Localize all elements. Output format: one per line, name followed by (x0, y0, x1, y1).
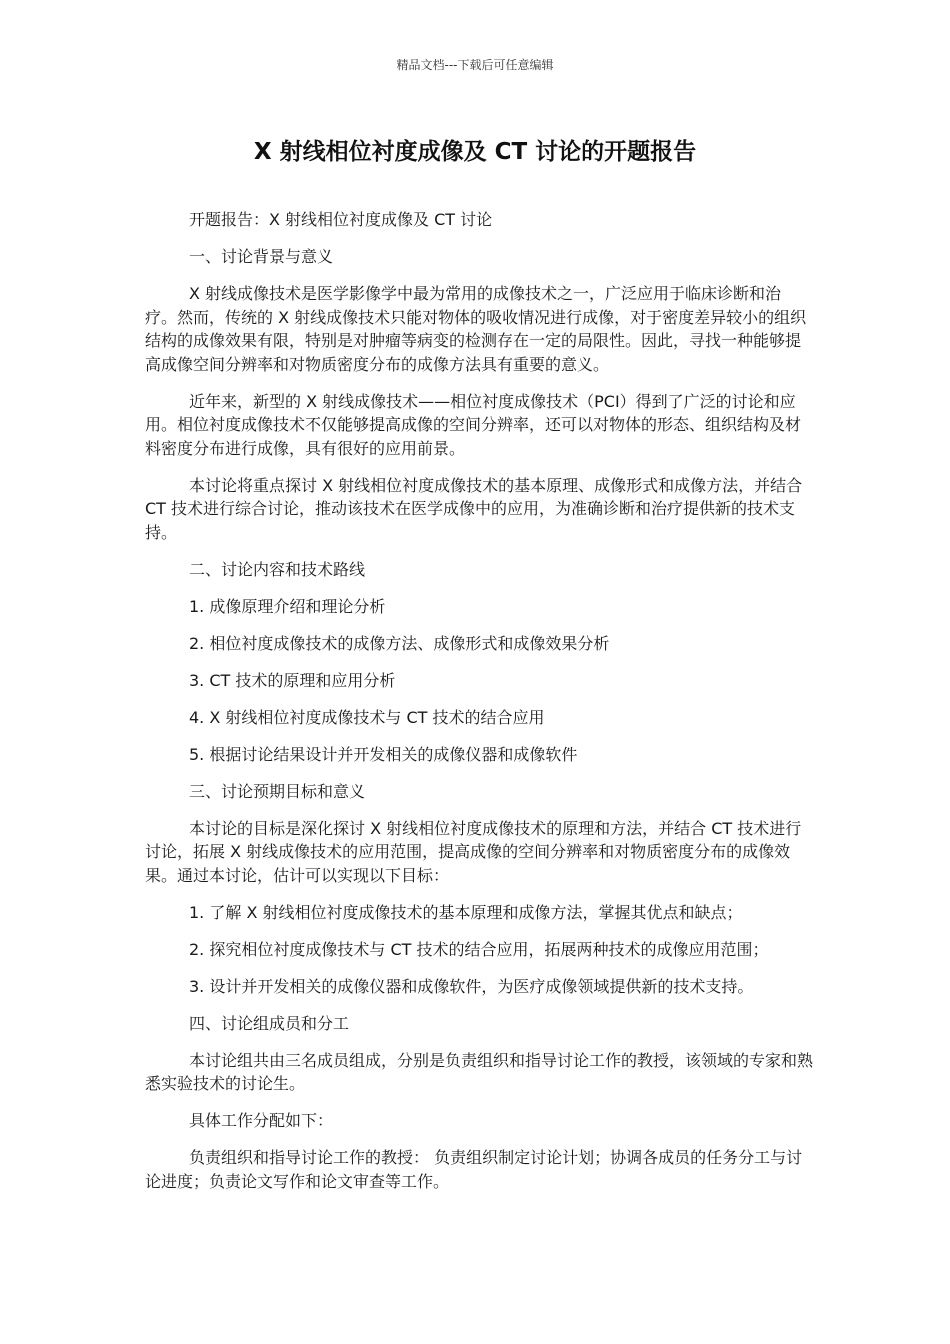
paragraph-goals: 本讨论的目标是深化探讨 X 射线相位衬度成像技术的原理和方法，并结合 CT 技术进行讨论，拓展 X 射线成像技术的应用范围，提高成像的空间分辨率和对物质密度分布的成像效果。通过本讨论，估计可以实现以下目标： (145, 818, 802, 885)
content-item-5: 5. 根据讨论结果设计并开发相关的成像仪器和成像软件 (189, 744, 578, 764)
section-heading-goals: 三、讨论预期目标和意义 (189, 781, 366, 801)
document-title: X 射线相位衬度成像及 CT 讨论的开题报告 (253, 139, 697, 165)
paragraph-research-focus: 本讨论将重点探讨 X 射线相位衬度成像技术的基本原理、成像形式和成像方法，并结合 CT 技术进行综合讨论，推动该技术在医学成像中的应用，为准确诊断和治疗提供新的技术支持。 (145, 475, 803, 542)
document-body (145, 208, 813, 1207)
paragraph-team: 本讨论组共由三名成员组成，分别是负责组织和指导讨论工作的教授，该领域的专家和熟悉实验技术的讨论生。 (145, 1050, 814, 1093)
goal-item-3: 3. 设计并开发相关的成像仪器和成像软件，为医疗成像领域提供新的技术支持。 (189, 976, 754, 996)
paragraph-assignment-intro: 具体工作分配如下： (189, 1111, 334, 1130)
paragraph-professor-duties: 负责组织和指导讨论工作的教授： 负责组织制定讨论计划；协调各成员的任务分工与讨论进度；负责论文写作和论文审查等工作。 (145, 1148, 803, 1191)
report-subject: 开题报告：X 射线相位衬度成像及 CT 讨论 (189, 210, 493, 229)
section-heading-team: 四、讨论组成员和分工 (189, 1013, 350, 1033)
content-item-1: 1. 成像原理介绍和理论分析 (189, 596, 386, 616)
content-item-3: 3. CT 技术的原理和应用分析 (189, 670, 396, 690)
paragraph-pci-intro: 近年来，新型的 X 射线成像技术——相位衬度成像技术（PCI）得到了广泛的讨论和应用。相位衬度成像技术不仅能够提高成像的空间分辨率，还可以对物体的形态、组织结构及材料密度分布进行成像，具有很好的应用前景。 (145, 391, 802, 458)
content-item-2: 2. 相位衬度成像技术的成像方法、成像形式和成像效果分析 (189, 633, 610, 653)
section-heading-background: 一、讨论背景与意义 (189, 247, 334, 266)
goal-item-2: 2. 探究相位衬度成像技术与 CT 技术的结合应用，拓展两种技术的成像应用范围； (189, 939, 769, 959)
content-item-4: 4. X 射线相位衬度成像技术与 CT 技术的结合应用 (189, 707, 545, 727)
goal-item-1: 1. 了解 X 射线相位衬度成像技术的基本原理和成像方法，掌握其优点和缺点； (189, 902, 743, 922)
page-header: 精品文档---下载后可任意编辑 (396, 58, 554, 72)
paragraph-background: X 射线成像技术是医学影像学中最为常用的成像技术之一，广泛应用于临床诊断和治疗。然而，传统的 X 射线成像技术只能对物体的吸收情况进行成像，对于密度差异较小的组织结构的成像效果有限，特别是对肿瘤等病变的检测存在一定的局限性。因此，寻找一种能够提高成像空间分辨率和对物质密度分布的成像方法具有重要的意义。 (145, 284, 807, 374)
section-heading-content: 二、讨论内容和技术路线 (189, 559, 366, 579)
